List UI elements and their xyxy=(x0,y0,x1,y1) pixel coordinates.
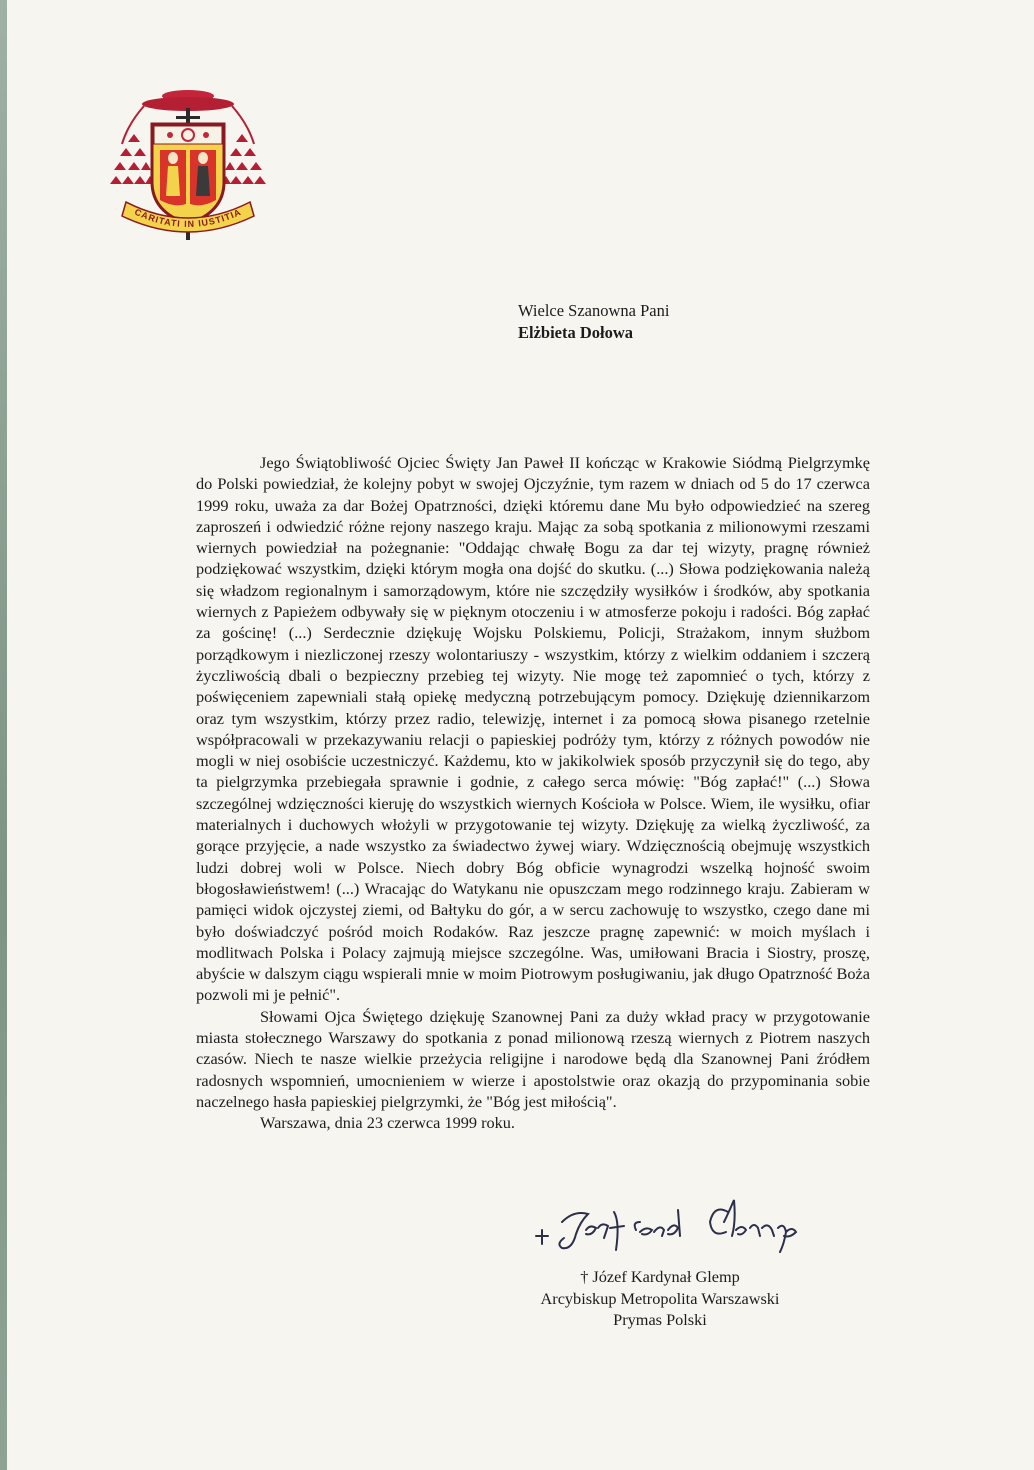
salutation: Wielce Szanowna Pani xyxy=(518,301,670,320)
signatory-title-2: Prymas Polski xyxy=(613,1310,707,1329)
page-edge-strip xyxy=(0,0,7,1470)
handwritten-signature xyxy=(528,1192,828,1256)
date-line: Warszawa, dnia 23 czerwca 1999 roku. xyxy=(260,1113,516,1133)
cardinal-coat-of-arms-icon xyxy=(108,84,268,244)
signatory-name: † Józef Kardynał Glemp xyxy=(580,1267,740,1286)
motto-text: CARITATI IN IUSTITIA xyxy=(133,206,243,230)
letter-body xyxy=(196,452,870,1134)
signatory-title: Arcybiskup Metropolita Warszawski xyxy=(540,1288,780,1308)
signature-block xyxy=(520,1266,800,1331)
body-paragraph-2: Słowami Ojca Świętego dziękuję Szanownej Pani za duży wkład pracy w przygotowanie miasta stołecznego Warszawy do spotkania z ponad milionową rzeszą wiernych z Piotrem naszych czasów. Niech te nasze wielkie przeżycia religijne i narodowe będą dla Szanownej Pani źródłem radosnych wspomnień, umocnieniem w wierze i apostolstwie oraz okazją do przypominania sobie naczelnego hasła papieskiej pielgrzymki, że "Bóg jest miłością". xyxy=(196,1006,870,1111)
addressee-name: Elżbieta Dołowa xyxy=(518,323,634,342)
body-paragraph-1: Jego Świątobliwość Ojciec Święty Jan Paweł II kończąc w Krakowie Siódmą Pielgrzymkę do Polski powiedział, że kolejny pobyt w swojej Ojczyźnie, tym razem w dniach od 5 do 17 czerwca 1999 roku, uważa za dar Bożej Opatrzności, dzięki któremu dane Mu było odpowiedzieć na szereg zaproszeń i odwiedzić różne rejony naszego kraju. Mając za sobą spotkania z milionowymi rzeszami wiernych powiedział na pożegnanie: "Oddając chwałę Bogu za dar tej wizyty, pragnę również podziękować wszystkim, dzięki którym mogła ona dojść do skutku. (...) Słowa podziękowania należą się władzom regionalnym i samorządowym, które nie szczędziły wysiłków i środków, aby spotkania wiernych z Papieżem odbywały się w pięknym otoczeniu i w atmosferze pokoju i radości. Bóg zapłać za gościnę! (...) Serdecznie dziękuję Wojsku Polskiemu, Policji, Strażakom, innym służbom porządkowym i niezliczonej rzeszy wolontariuszy - wszystkim, którzy z wielkim oddaniem i szczerą życzliwością dbali o bezpieczny przebieg tej wizyty. Nie mogę też zapomnieć o tych, którzy z poświęceniem zapewniali stałą opiekę medyczną potrzebującym pomocy. Dziękuję dziennikarzom oraz tym wszystkim, którzy przez radio, telewizję, internet i za pomocą słowa pisanego rzetelnie współpracowali w przekazywaniu relacji o papieskiej podróży tym, którzy z różnych powodów nie mogli w niej osobiście uczestniczyć. Każdemu, kto w jakikolwiek sposób przyczynił się do tego, aby ta pielgrzymka przebiegała sprawnie i godnie, z całego serca mówię: "Bóg zapłać!" (...) Słowa szczególnej wdzięczności kieruję do wszystkich wiernych Kościoła w Polsce. Wiem, ile wysiłku, ofiar materialnych i duchowych włożyli w przygotowanie tej wizyty. Dziękuję za wielką życzliwość, za gorące przyjęcie, a nade wszystko za świadectwo żywej wiary. Wdzięcznością obejmuję wszystkich ludzi dobrej woli w Polsce. Niech dobry Bóg obficie wynagrodzi wszelką hojność swoim błogosławieństwem! (...) Wracając do Watykanu nie opuszczam mego rodzinnego kraju. Zabieram w pamięci widok ojczystej ziemi, od Bałtyku do gór, a w sercu zachowuję to wszystko, czego dane mi było doświadczyć pośród moich Rodaków. Raz jeszcze pragnę zapewnić: w moich myślach i modlitwach Polska i Polacy zajmują miejsce szczególne. Was, umiłowani Bracia i Siostry, proszę, abyście w dalszym ciągu wspierali mnie w moim Piotrowym posługiwaniu, jak długo Opatrzność Boża pozwoli mi je pełnić". xyxy=(196,453,870,1005)
addressee-block xyxy=(518,300,669,344)
